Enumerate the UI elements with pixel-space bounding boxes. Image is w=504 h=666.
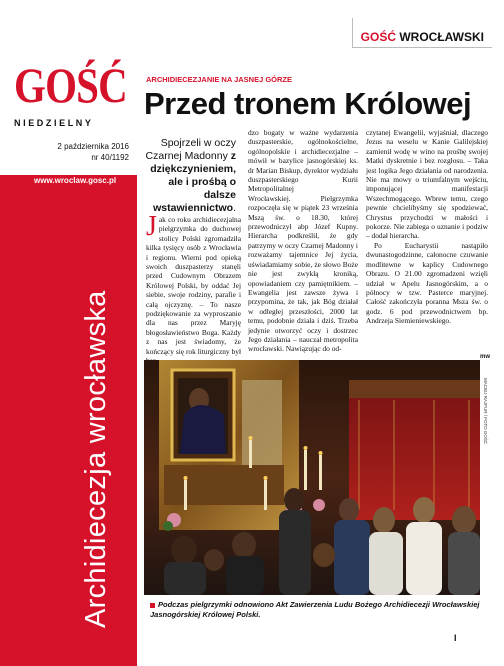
column-3-text-a: czytanej Ewangelii, wyjaśniał, dlaczego Jezus na weselu w Kanie Galilejskiej zamienił wodę w wino na prośbę swojej Matki dyskretnie i bez rozgłosu. – Taka jest logika Jego działania od narodzenia. Nie ma mowy o triumfalnym wejściu, imponującej manifestacji Wszechmogącego. Wbrew temu, czego pewnie chcielibyśmy się spodziewać, Chrystus przychodzi w małości i pokorze. Nie zabiega o uznanie i podziw – dodał hierarcha.	[366, 128, 488, 241]
column-1-text: ak co roku archidiecezjalna pielgrzymka do duchowej stolicy Polski zgromadziła kilka tysięcy osób z Wrocławia i regionu. Wierni pod opieką swoich duszpasterzy stanęli przed Cudownym Obrazem Królowej Polski, by oddać Jej siebie, swoje rodziny, parafie i całą ojczyznę. – To nasze podziękowanie za wyproszanie dla nas przez Maryję błogosławieństwo Boga. Każdy z nas jest świadomy, że kończący się rok liturgiczny był	[146, 215, 241, 356]
caption-marker	[150, 603, 155, 608]
article-kicker: ARCHIDIECEZJANIE NA JASNEJ GÓRZE	[146, 75, 292, 84]
lead-plain: Spojrzeli w oczy Czarnej Madonny	[145, 137, 236, 162]
header-brand-region: WROCŁAWSKI	[399, 30, 484, 44]
article-column-2	[248, 128, 358, 354]
drop-cap: J	[146, 211, 157, 242]
caption-text: Podczas pielgrzymki odnowiono Akt Zawierzenia Ludu Bożego Archidiecezji Wrocławskiej Jasnogórskiej Królowej Polski.	[150, 600, 480, 619]
header-divider	[352, 18, 353, 48]
article-title: Przed tronem Królowej	[144, 86, 472, 121]
masthead-bar	[0, 0, 137, 666]
article-photo	[144, 360, 480, 595]
column-3-text-b: Po Eucharystii nastąpiło dwunastogodzinne, całonocne czuwanie modlitewne w kaplicy Cudownego Obrazu. O 21.00 zgromadzeni wzięli udział w Apelu Jasnogórskim, a o północy w tzw. Pasterce maryjnej. Całość zakończyła poranna Msza św. o godz. 6 pod przewodnictwem bp. Andrzeja Siemieniewskiego.	[366, 240, 488, 326]
photo-credit: MACIEJ RAJFUR / FOTO GOŚĆ	[483, 378, 488, 445]
author-signature: mw	[480, 354, 491, 360]
header-brand-gosc: GOŚĆ	[360, 30, 396, 44]
masthead-logo: GOŚĆ	[14, 57, 127, 113]
article-lead: Spojrzeli w oczy Czarnej Madonny z dziękczynieniem, ale i prośbą o dalsze wstawiennictwo.	[145, 137, 236, 214]
header-underline	[352, 47, 492, 48]
column-2-text: dzo bogaty w ważne wydarzenia duszpasterskie, ogólnokościelne, ogólnopolskie i archidiecezjalne – mówił w bazylice jasnogórskiej ks. dr Marian Biskup, dyrektor wydziału duszpasterskiego Kurii Metropolitalnej Wrocławskiej. Pielgrzymka rozpoczęła się w piątek 23 września Mszą św. o 18.30, której przewodniczył abp Józef Kupny. Hierarcha podkreślił, że gdy patrzymy w oczy Czarnej Madonny i rozważamy tajemnice Jej życia, uświadamiamy sobie, że słowo Boże nie jest zwykłą kroniką, opowiadaniem czy pamiętnikiem. – Ewangelia jest zawsze żywa i przypomina, że tak, jak Bóg działał w odległej przeszłości, 2000 lat temu, podobnie działa i dziś. Trzeba jedynie otworzyć oczy i dostrzec Jego działania – nauczał metropolita wrocławski. Nawiązując do od-	[248, 128, 358, 354]
chapel-photo-illustration	[144, 360, 480, 595]
masthead-subtitle: NIEDZIELNY	[14, 118, 94, 128]
issue-number: nr 40/1192	[91, 153, 129, 162]
article-column-3	[366, 128, 488, 326]
issue-date: 2 października 2016	[57, 142, 129, 151]
photo-caption	[150, 600, 480, 620]
article-column-1	[146, 211, 241, 366]
section-vertical-title: Archidiecezja wrocławska	[80, 290, 112, 628]
lead-bold: z dziękczynieniem, ale i prośbą o dalsze wstawiennictwo	[150, 150, 236, 214]
masthead-logo-area	[0, 0, 137, 175]
website-link[interactable]: www.wroclaw.gosc.pl	[34, 176, 117, 185]
section-header	[361, 30, 484, 44]
page-number: I	[454, 633, 457, 643]
